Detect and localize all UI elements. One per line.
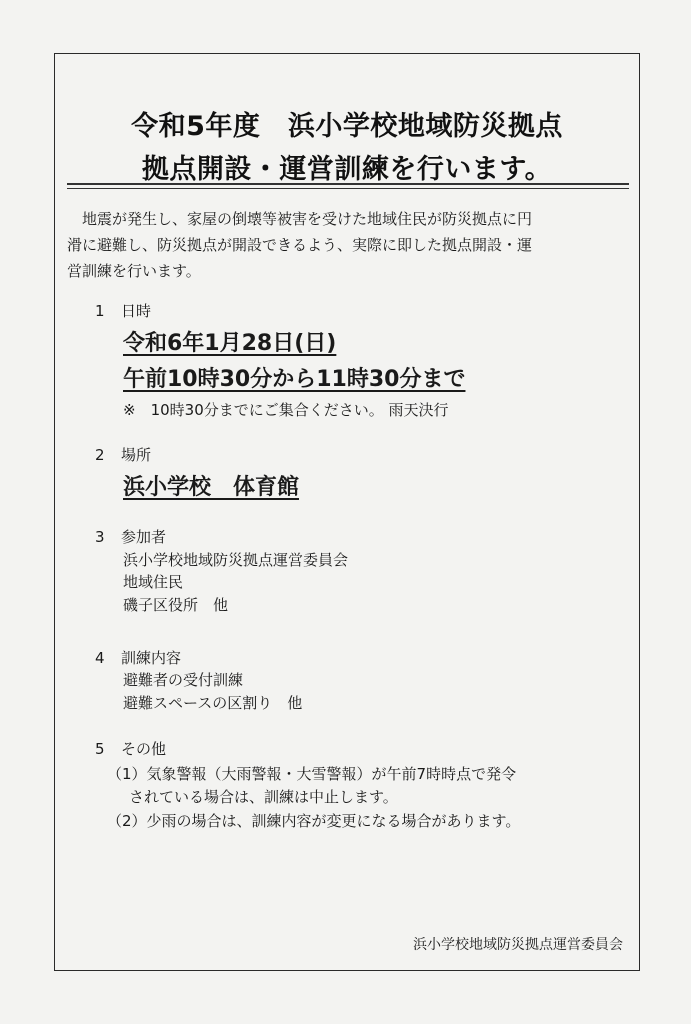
- section-place-heading: [95, 444, 151, 466]
- section-other-heading: [95, 738, 166, 760]
- section-label: 訓練内容: [121, 649, 182, 667]
- section-number: 3: [95, 528, 105, 546]
- title-rule-thin: [67, 188, 629, 189]
- participant-item: 磯子区役所 他: [123, 596, 229, 614]
- participant-item: 地域住民: [123, 573, 184, 591]
- section-content-heading: [95, 647, 181, 669]
- section-number: 4: [95, 649, 105, 667]
- event-place: 浜小学校 体育館: [123, 475, 300, 500]
- other-item-1-continued: [107, 786, 398, 808]
- section-number: 5: [95, 740, 105, 758]
- section-number: 2: [95, 446, 105, 464]
- other-item-2: （2）少雨の場合は、訓練内容が変更になる場合があります。: [107, 812, 521, 830]
- notice-frame: [54, 53, 640, 971]
- event-time: 午前10時30分から11時30分まで: [123, 367, 466, 392]
- training-item: 避難者の受付訓練: [123, 671, 244, 689]
- title-rule-thick: [67, 183, 629, 185]
- intro-paragraph: 地震が発生し、家屋の倒壊等被害を受けた地域住民が防災拠点に円 滑に避難し、防災拠点が開設できるよう、実際に即した拠点開設・運 営訓練を行います。: [67, 210, 533, 280]
- section-label: その他: [121, 740, 167, 758]
- other-item-1-line-2: されている場合は、訓練は中止します。: [129, 788, 398, 806]
- assembly-note: ※ 10時30分までにご集合ください。 雨天決行: [123, 401, 449, 419]
- section-label: 日時: [121, 302, 152, 320]
- section-datetime-heading: [95, 300, 151, 322]
- title-line-2: 拠点開設・運営訓練を行います。: [141, 154, 553, 185]
- section-label: 場所: [121, 446, 152, 464]
- event-date: 令和6年1月28日(日): [123, 331, 337, 356]
- section-number: 1: [95, 302, 105, 320]
- training-item: 避難スペースの区割り 他: [123, 694, 303, 712]
- other-item-1: （1）気象警報（大雨警報・大雪警報）が午前7時時点で発令: [107, 765, 517, 783]
- section-participants-heading: [95, 526, 166, 548]
- section-label: 参加者: [121, 528, 167, 546]
- title-line-1: 令和5年度 浜小学校地域防災拠点: [131, 111, 563, 142]
- organizer-signature: 浜小学校地域防災拠点運営委員会: [413, 937, 623, 953]
- participant-item: 浜小学校地域防災拠点運営委員会: [123, 551, 349, 569]
